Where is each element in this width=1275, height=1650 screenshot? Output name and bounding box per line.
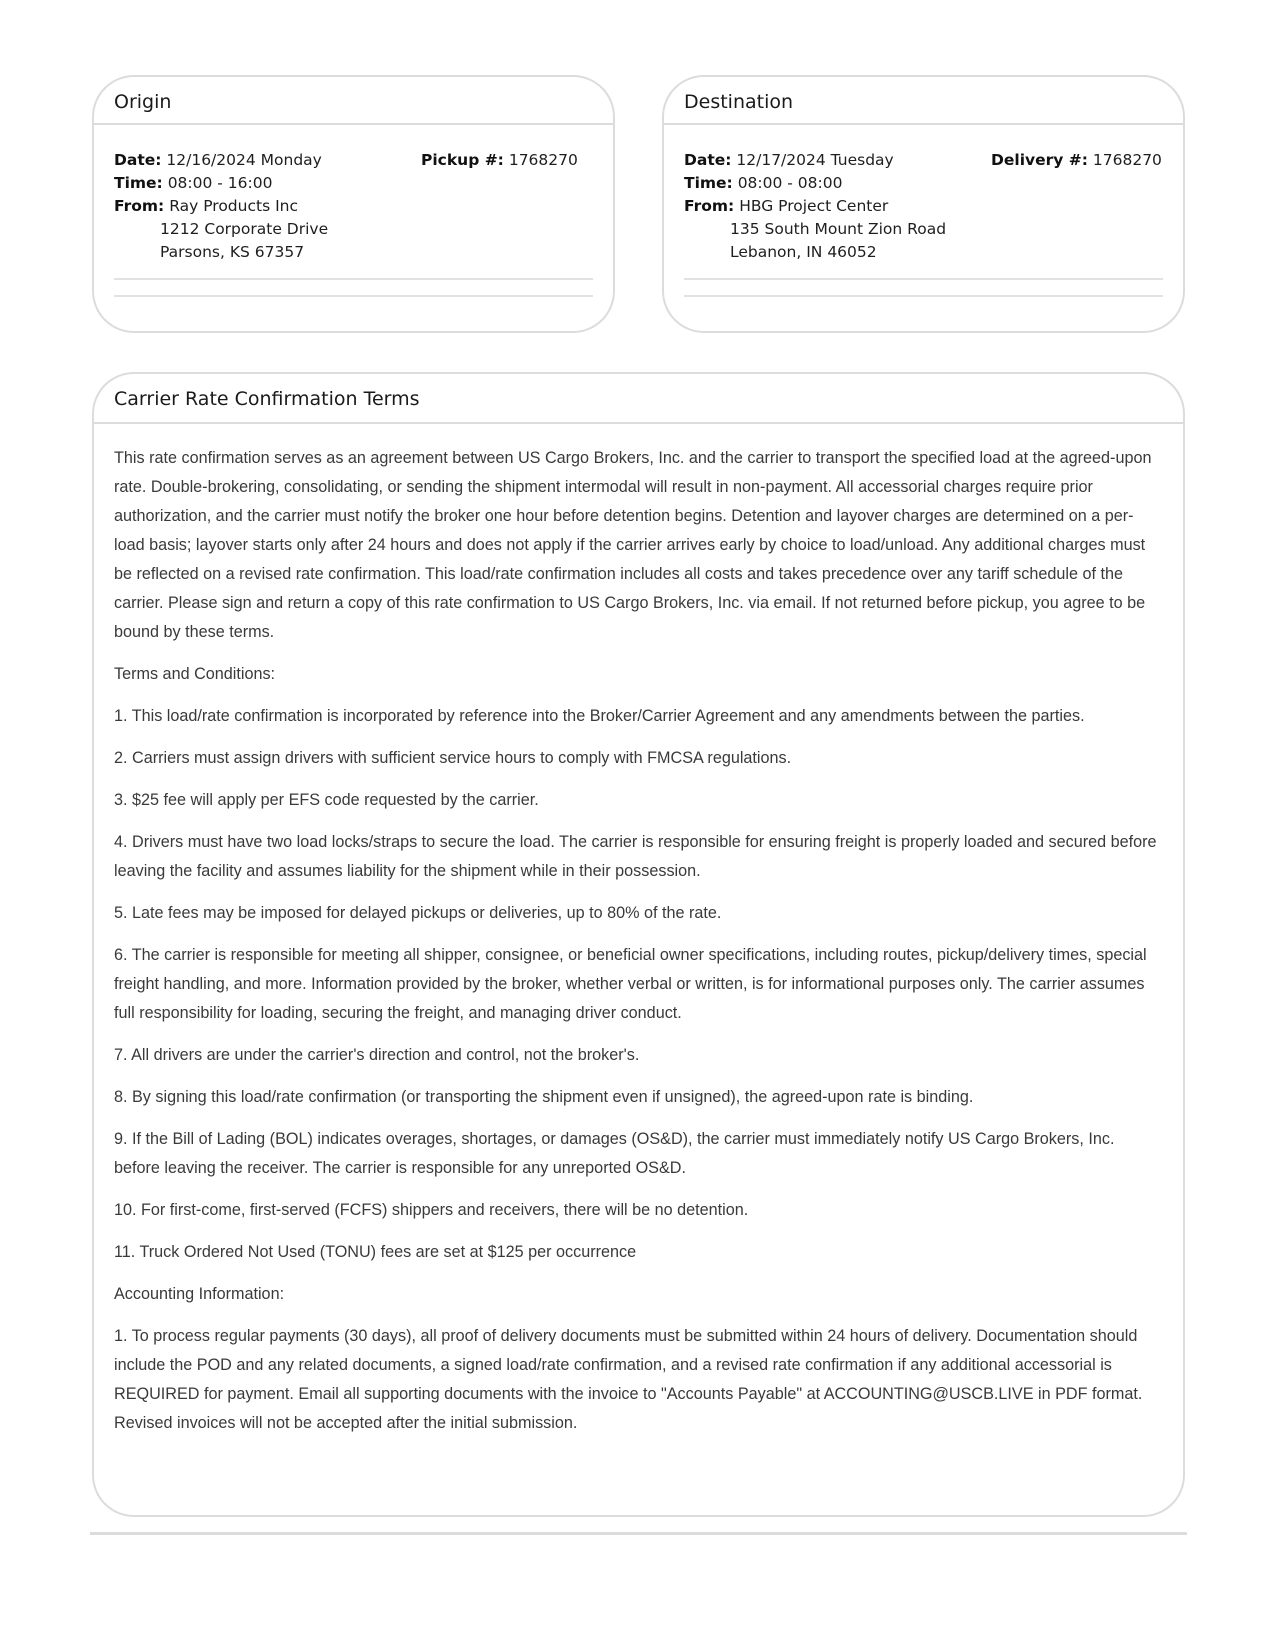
origin-date-label: Date:	[114, 151, 162, 169]
origin-date: 12/16/2024 Monday	[166, 151, 322, 169]
term-item: 8. By signing this load/rate confirmation (or transporting the shipment even if unsigned), the agreed-upon rate is binding.	[114, 1088, 974, 1106]
destination-company: HBG Project Center	[739, 197, 889, 215]
pickup-number	[421, 149, 578, 172]
origin-address-line2: Parsons, KS 67357	[160, 243, 305, 261]
delivery-number-label: Delivery #:	[991, 151, 1088, 169]
origin-company: Ray Products Inc	[169, 197, 298, 215]
origin-address-line1: 1212 Corporate Drive	[160, 220, 329, 238]
term-item: 7. All drivers are under the carrier's direction and control, not the broker's.	[114, 1046, 640, 1064]
origin-divider	[114, 278, 593, 280]
term-item: 10. For first-come, first-served (FCFS) shippers and receivers, there will be no detention.	[114, 1201, 749, 1219]
accounting-item: 1. To process regular payments (30 days), all proof of delivery documents must be submitted within 24 hours of delivery. Documentation should include the POD and any related documents, a signed load/rate confirmation, and a revised rate confirmation if any additional accessorial is REQUIRED for payment. Email all supporting documents with the invoice to "Accounts Payable" at ACCOUNTING@USCB.LIVE in PDF format. Revised invoices will not be accepted after the initial submission.	[114, 1327, 1143, 1432]
origin-card	[92, 75, 615, 333]
term-item: 4. Drivers must have two load locks/straps to secure the load. The carrier is responsible for ensuring freight is properly loaded and secured before leaving the facility and assumes liability for the shipment while in their possession.	[114, 833, 1157, 880]
term-item: 2. Carriers must assign drivers with sufficient service hours to comply with FMCSA regulations.	[114, 749, 792, 767]
destination-address-line1: 135 South Mount Zion Road	[730, 220, 947, 238]
destination-date: 12/17/2024 Tuesday	[736, 151, 894, 169]
terms-header	[94, 374, 1183, 424]
delivery-number	[991, 149, 1162, 172]
destination-date-label: Date:	[684, 151, 732, 169]
destination-from-label: From:	[684, 197, 735, 215]
pickup-number-label: Pickup #:	[421, 151, 504, 169]
destination-address-line2: Lebanon, IN 46052	[730, 243, 877, 261]
origin-from-label: From:	[114, 197, 165, 215]
term-item: 11. Truck Ordered Not Used (TONU) fees are set at $125 per occurrence	[114, 1243, 637, 1261]
terms-card	[92, 372, 1185, 1517]
term-item: 5. Late fees may be imposed for delayed pickups or deliveries, up to 80% of the rate.	[114, 904, 722, 922]
destination-header	[664, 77, 1183, 125]
terms-intro: This rate confirmation serves as an agreement between US Cargo Brokers, Inc. and the carrier to transport the specified load at the agreed-upon rate. Double-brokering, consolidating, or sending the shipment intermodal will result in non-payment. All accessorial charges require prior authorization, and the carrier must notify the broker one hour before detention begins. Detention and layover charges are determined on a per-load basis; layover starts only after 24 hours and does not apply if the carrier arrives early by choice to load/unload. Any additional charges must be reflected on a revised rate confirmation. This load/rate confirmation includes all costs and takes precedence over any tariff schedule of the carrier. Please sign and return a copy of this rate confirmation to US Cargo Brokers, Inc. via email. If not returned before pickup, you agree to be bound by these terms.	[114, 449, 1152, 641]
destination-divider	[684, 295, 1163, 297]
term-item: 9. If the Bill of Lading (BOL) indicates overages, shortages, or damages (OS&D), the carrier must immediately notify US Cargo Brokers, Inc. before leaving the receiver. The carrier is responsible for any unreported OS&D.	[114, 1130, 1115, 1177]
destination-time: 08:00 - 08:00	[737, 174, 843, 192]
accounting-heading: Accounting Information:	[114, 1285, 285, 1303]
footer-divider	[90, 1532, 1187, 1535]
term-item: 6. The carrier is responsible for meeting all shipper, consignee, or beneficial owner specifications, including routes, pickup/delivery times, special freight handling, and more. Information provided by the broker, whether verbal or written, is for informational purposes only. The carrier assumes full responsibility for loading, securing the freight, and managing driver conduct.	[114, 946, 1147, 1022]
delivery-number-value: 1768270	[1092, 151, 1162, 169]
destination-title: Destination	[684, 91, 794, 113]
pickup-number-value: 1768270	[508, 151, 578, 169]
destination-card	[662, 75, 1185, 333]
origin-details	[114, 149, 328, 264]
terms-body	[114, 444, 1163, 1451]
destination-divider	[684, 278, 1163, 280]
term-item: 1. This load/rate confirmation is incorporated by reference into the Broker/Carrier Agreement and any amendments between the parties.	[114, 707, 1085, 725]
origin-divider	[114, 295, 593, 297]
destination-time-label: Time:	[684, 174, 733, 192]
origin-header	[94, 77, 613, 125]
terms-title: Carrier Rate Confirmation Terms	[114, 388, 420, 410]
origin-time: 08:00 - 16:00	[167, 174, 273, 192]
origin-time-label: Time:	[114, 174, 163, 192]
terms-heading: Terms and Conditions:	[114, 665, 276, 683]
origin-title: Origin	[114, 91, 172, 113]
term-item: 3. $25 fee will apply per EFS code requested by the carrier.	[114, 791, 539, 809]
destination-details	[684, 149, 946, 264]
